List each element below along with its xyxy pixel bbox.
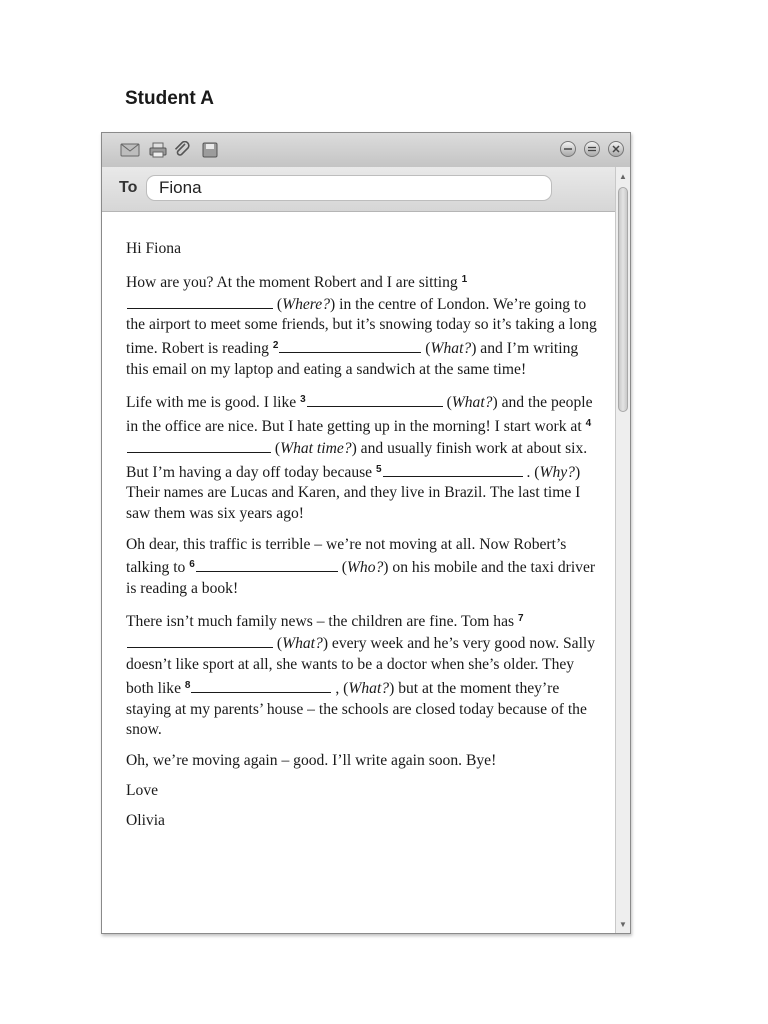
closing: Love — [126, 782, 159, 800]
answer-blank-6[interactable] — [196, 557, 338, 572]
blank-number-2: 2 — [272, 340, 279, 352]
paragraph-1: How are you? At the moment Robert and I are sitting $^1$ (Where?) in the centre of London. We’re going to the airport to meet some friends, but it’s snowing today so it’s taking a long time. Robert is reading $^2$ (What?) and I’m writing this email on my laptop and eating a sandwich at the same time! — [126, 273, 597, 378]
maximize-icon[interactable] — [584, 141, 600, 157]
prompt-1: Where? — [282, 295, 331, 313]
email-window — [101, 132, 631, 934]
minimize-icon[interactable] — [560, 141, 576, 157]
save-icon[interactable] — [200, 141, 220, 159]
paragraph-3: Oh dear, this traffic is terrible – we’re not moving at all. Now Robert’s talking to $^6$ (Who?) on his mobile and the taxi driver is reading a book! — [126, 535, 596, 598]
prompt-5: Why? — [539, 463, 575, 481]
blank-number-6: 6 — [189, 559, 195, 571]
blank-number-5: 5 — [376, 463, 382, 475]
answer-blank-1[interactable] — [127, 294, 273, 309]
to-field[interactable]: Fiona — [146, 175, 552, 201]
answer-blank-7[interactable] — [127, 633, 273, 648]
prompt-3: What? — [451, 394, 493, 412]
blank-number-1: 1 — [461, 273, 468, 285]
prompt-4: What time? — [280, 439, 352, 457]
paperclip-icon[interactable] — [172, 141, 192, 159]
prompt-6: Who? — [346, 559, 384, 577]
prompt-2: What? — [430, 340, 472, 358]
blank-number-4: 4 — [585, 418, 592, 430]
blank-number-8: 8 — [184, 679, 191, 691]
paragraph-4: There isn’t much family news – the children are fine. Tom has $^7$ (What?) every week and he’s very good now. Sally doesn’t like sport at all, she wants to be a doctor when she’s older. They both like $^8$ , (What?) but at the moment they’re staying at my parents’ house – the schools are closed today because of the snow. — [126, 613, 596, 739]
prompt-7: What? — [282, 635, 323, 653]
answer-blank-2[interactable] — [279, 338, 421, 353]
paragraph-2: Life with me is good. I like $^3$ (What?) and the people in the office are nice. But I hate getting up in the morning! I start work at $^4$ (What time?) and usually finish work at about six. But I’m having a day off today because $^5$ . (Why?) Their names are Lucas and Karen, and they live in Brazil. The last time I saw them was six years ago! — [126, 394, 593, 523]
answer-blank-4[interactable] — [127, 438, 271, 453]
paragraph-5: Oh, we’re moving again – good. I’ll write again soon. Bye! — [126, 751, 497, 769]
to-label: To — [119, 179, 138, 196]
greeting: Hi Fiona — [126, 240, 182, 257]
scroll-thumb[interactable] — [618, 187, 628, 412]
blank-number-7: 7 — [517, 613, 524, 625]
scroll-up-icon[interactable]: ▲ — [619, 171, 627, 181]
scrollbar[interactable] — [615, 167, 630, 933]
email-body — [126, 239, 601, 842]
scroll-down-icon[interactable]: ▼ — [619, 919, 627, 929]
blank-number-3: 3 — [300, 394, 306, 406]
answer-blank-3[interactable] — [307, 392, 443, 407]
signature: Olivia — [126, 812, 165, 830]
close-icon[interactable] — [608, 141, 624, 157]
toolbar — [102, 133, 630, 168]
print-icon[interactable] — [148, 141, 168, 159]
recipient-bar — [102, 167, 630, 212]
envelope-icon[interactable] — [120, 141, 140, 159]
answer-blank-8[interactable] — [191, 678, 331, 693]
answer-blank-5[interactable] — [383, 462, 523, 477]
page-heading: Student A — [125, 88, 215, 109]
prompt-8: What? — [348, 679, 390, 697]
